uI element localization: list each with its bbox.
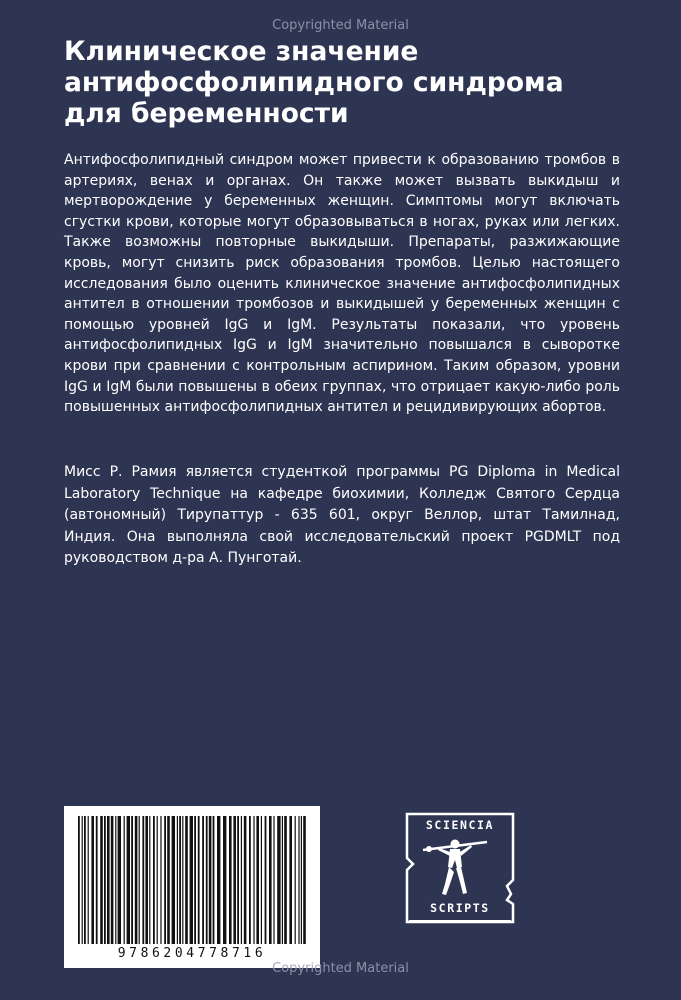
book-title: Клиническое значение антифосфолипидного синдрома для беременности (64, 36, 564, 129)
barcode-bar (202, 816, 204, 944)
isbn-barcode (64, 806, 320, 968)
barcode-bar (237, 816, 239, 944)
watermark-bottom: Copyrighted Material (272, 961, 409, 976)
barcode-bar (157, 816, 158, 944)
barcode-bar (273, 816, 274, 944)
barcode-bar (172, 816, 175, 944)
barcode-bar (91, 816, 94, 944)
barcode-bar (135, 816, 138, 944)
barcode-bar (167, 816, 170, 944)
barcode-bar (82, 816, 83, 944)
barcode-bar (115, 816, 116, 944)
barcode-bar (269, 816, 272, 944)
barcode-bar (78, 816, 80, 944)
publisher-logo (405, 812, 515, 924)
barcode-bar (194, 816, 196, 944)
barcode-bar (107, 816, 110, 944)
barcode-bar (182, 816, 183, 944)
publisher-name-top: SCIENCIA (425, 818, 495, 832)
barcode-bar (217, 816, 220, 944)
barcode-bar (265, 816, 267, 944)
barcode-bars-icon (64, 806, 320, 968)
barcode-bar (160, 816, 161, 944)
barcode-bar (284, 816, 287, 944)
barcode-bar (209, 816, 212, 944)
barcode-bar (104, 816, 106, 944)
barcode-bar (153, 816, 155, 944)
barcode-bar (190, 816, 193, 944)
barcode-bar (303, 816, 306, 944)
barcode-bar (139, 816, 140, 944)
barcode-bar (198, 816, 200, 944)
barcode-bar (244, 816, 247, 944)
barcode-bar (256, 816, 259, 944)
barcode-bar (223, 816, 226, 944)
abstract-text: Антифосфолипидный синдром может привести к образованию тромбов в артериях, венах и органах. Он также может вызвать выкидыш и мертворождение у беременных женщин. Симптомы могут включать сгустки крови, которые могут образовываться в ногах, руках или легких. Также возможны повторные выкидыши. Препараты, разжижающие кровь, могут снизить риск образования тромбов. Целью настоящего исследования было оценить клиническое значение антифосфолипидных антител в отношении тромбозов и выкидышей у беременных женщин с помощью уровней IgG и IgM. Результаты показали, что уровень антифосфолипидных IgG и IgM значительно повышался в сыворотке крови при сравнении с контрольным аспирином. Таким образом, уровни IgG и IgM были повышены в обеих группах, что отрицает какую-либо роль повышенных антифосфолипидных антител и рецидивирующих абортов. (64, 152, 620, 416)
author-bio: Мисс Р. Рамия является студенткой программы PG Diploma in Medical Laboratory Technique на кафедре биохимии, Колледж Святого Сердца (автономный) Тирупаттур - 635 601, округ Веллор, штат Тамилнад, Индия. Она выполняла свой исследовательский проект PGDMLT под руководством д-ра А. Пунготай. (64, 464, 620, 567)
barcode-bar (213, 816, 215, 944)
barcode-bar (241, 816, 242, 944)
barcode-bar (96, 816, 98, 944)
barcode-bar (149, 816, 150, 944)
barcode-bar (145, 816, 148, 944)
barcode-bar (298, 816, 299, 944)
barcode-bar (229, 816, 232, 944)
barcode-bar (142, 816, 144, 944)
barcode-bar (127, 816, 130, 944)
barcode-bar (295, 816, 296, 944)
barcode-bar (118, 816, 121, 944)
barcode-bar (261, 816, 262, 944)
barcode-bar (131, 816, 133, 944)
barcode-bar (289, 816, 292, 944)
barcode-bar (164, 816, 166, 944)
barcode-bar (177, 816, 178, 944)
barcode-bar (206, 816, 208, 944)
barcode-bar (88, 816, 89, 944)
barcode-bar (100, 816, 103, 944)
barcode-bar (124, 816, 125, 944)
barcode-bar (179, 816, 181, 944)
barcode-bar (84, 816, 86, 944)
watermark-top: Copyrighted Material (272, 18, 409, 33)
barcode-bar (277, 816, 280, 944)
publisher-name-bottom: SCRIPTS (430, 901, 490, 915)
barcode-bar (282, 816, 283, 944)
barcode-bar (301, 816, 302, 944)
isbn-number: 9786204778716 (117, 946, 267, 961)
barcode-bar (253, 816, 254, 944)
barcode-bar (185, 816, 188, 944)
barcode-bar (233, 816, 236, 944)
barcode-bar (249, 816, 251, 944)
barcode-bar (111, 816, 114, 944)
